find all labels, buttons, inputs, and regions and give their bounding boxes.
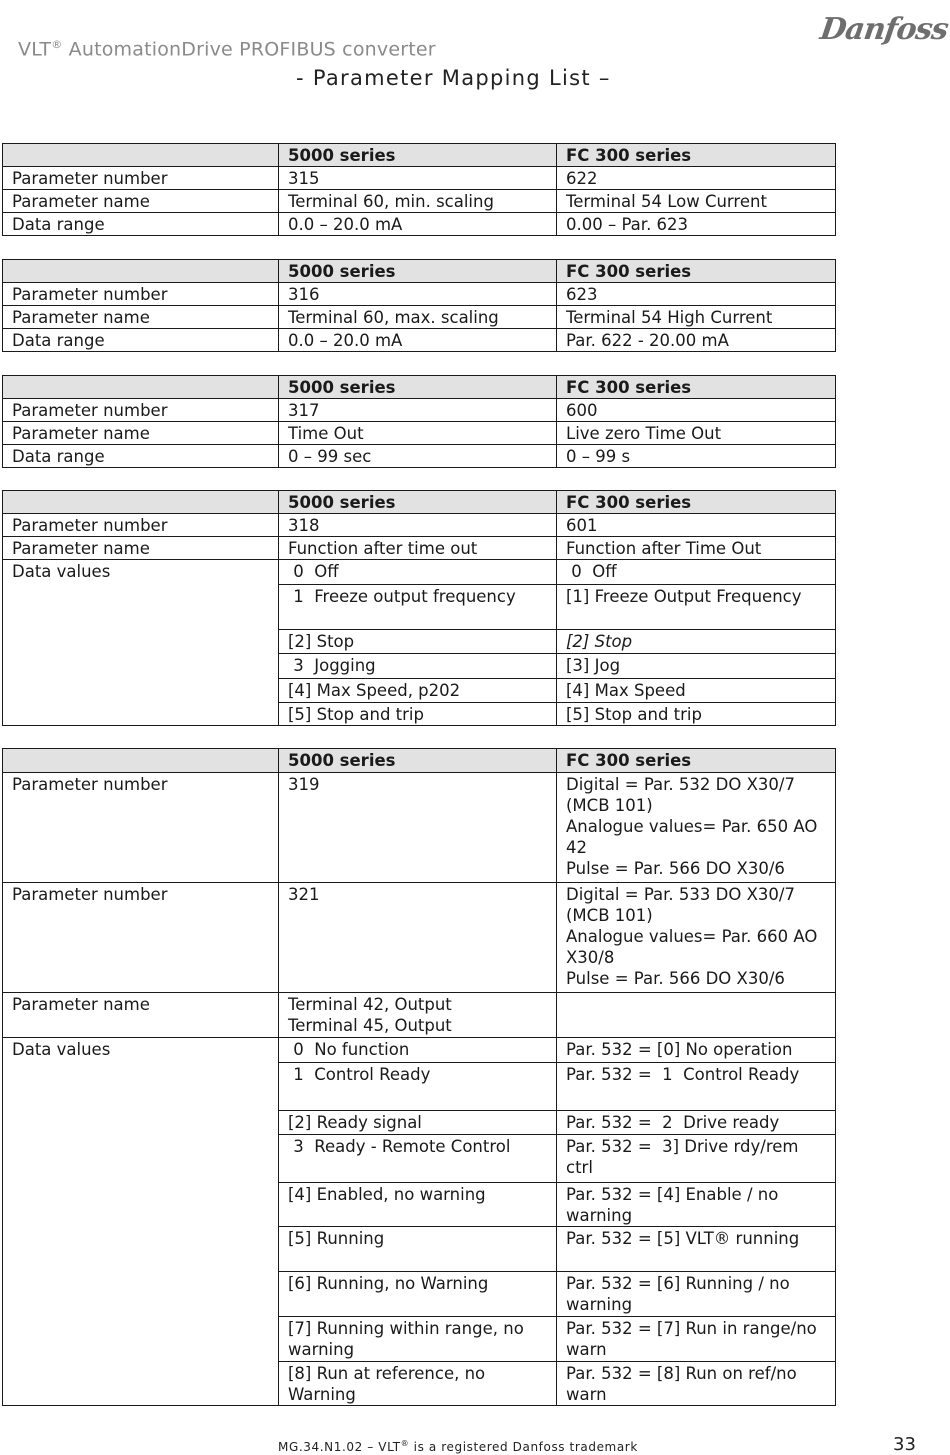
cell-fc300: [1] Freeze Output Frequency — [557, 585, 836, 630]
table-row — [3, 1038, 836, 1063]
cell-fc300: 622 — [557, 167, 836, 190]
table-row — [3, 993, 836, 1038]
header-blank-cell — [3, 376, 279, 399]
cell-5000: [5] Running — [279, 1227, 557, 1272]
cell-fc300 — [557, 883, 836, 993]
cell-5000: 0.0 – 20.0 mA — [279, 213, 557, 236]
cell-5000: [2] Ready signal — [279, 1111, 557, 1135]
cell-fc300: Par. 532 = [8] Run on ref/no warn — [557, 1362, 836, 1406]
table-row — [3, 445, 836, 468]
page-subtitle: - Parameter Mapping List – — [296, 66, 611, 90]
cell-line: Digital = Par. 532 DO X30/7 (MCB 101) — [566, 775, 795, 815]
cell-5000: Function after time out — [279, 537, 557, 560]
cell-5000: 3 Ready - Remote Control — [279, 1135, 557, 1183]
row-label: Parameter number — [3, 883, 279, 993]
cell-fc300: 600 — [557, 399, 836, 422]
cell-fc300: 0 Off — [557, 560, 836, 585]
cell-5000: [5] Stop and trip — [279, 703, 557, 726]
cell-fc300: 0.00 – Par. 623 — [557, 213, 836, 236]
cell-fc300: Terminal 54 Low Current — [557, 190, 836, 213]
cell-5000: [8] Run at reference, no Warning — [279, 1362, 557, 1406]
parameter-table-317 — [2, 375, 836, 468]
cell-fc300: Par. 532 = 3] Drive rdy/rem ctrl — [557, 1135, 836, 1183]
table-row — [3, 514, 836, 537]
cell-fc300: 623 — [557, 283, 836, 306]
table-row — [3, 306, 836, 329]
cell-fc300: Terminal 54 High Current — [557, 306, 836, 329]
cell-line: Terminal 42, Output — [288, 995, 452, 1014]
cell-fc300: [5] Stop and trip — [557, 703, 836, 726]
row-label: Parameter name — [3, 190, 279, 213]
cell-5000: 3 Jogging — [279, 654, 557, 679]
table-row — [3, 213, 836, 236]
cell-fc300: Par. 532 = [5] VLT® running — [557, 1227, 836, 1272]
cell-5000: [4] Max Speed, p202 — [279, 679, 557, 703]
cell-line: Analogue values= Par. 660 AO X30/8 — [566, 927, 818, 967]
row-label: Parameter name — [3, 422, 279, 445]
column-header-fc300: FC 300 series — [557, 376, 836, 399]
column-header-fc300: FC 300 series — [557, 491, 836, 514]
table-row — [3, 422, 836, 445]
cell-fc300: 601 — [557, 514, 836, 537]
document-title: VLT® AutomationDrive PROFIBUS converter — [18, 38, 436, 61]
column-header-fc300: FC 300 series — [557, 260, 836, 283]
cell-5000: [7] Running within range, no warning — [279, 1317, 557, 1362]
row-label: Parameter number — [3, 773, 279, 883]
danfoss-logo: Danfoss — [818, 12, 950, 47]
row-label: Parameter name — [3, 537, 279, 560]
cell-line: Analogue values= Par. 650 AO 42 — [566, 817, 818, 857]
table-row — [3, 883, 836, 993]
cell-line: Terminal 45, Output — [288, 1016, 452, 1035]
cell-fc300: Par. 532 = 2 Drive ready — [557, 1111, 836, 1135]
cell-5000: Terminal 60, max. scaling — [279, 306, 557, 329]
cell-5000: 0.0 – 20.0 mA — [279, 329, 557, 352]
cell-line: Pulse = Par. 566 DO X30/6 — [566, 859, 785, 878]
table-row — [3, 773, 836, 883]
cell-fc300: [2] Stop — [557, 630, 836, 654]
cell-5000: 315 — [279, 167, 557, 190]
header-blank-cell — [3, 749, 279, 773]
cell-fc300: Par. 622 - 20.00 mA — [557, 329, 836, 352]
cell-5000: 321 — [279, 883, 557, 993]
parameter-table-318 — [2, 490, 836, 726]
column-header-5000: 5000 series — [279, 749, 557, 773]
column-header-fc300: FC 300 series — [557, 144, 836, 167]
cell-5000: 0 – 99 sec — [279, 445, 557, 468]
cell-fc300: [4] Max Speed — [557, 679, 836, 703]
cell-5000: 317 — [279, 399, 557, 422]
footer-trademark: MG.34.N1.02 – VLT® is a registered Danfoss trademark — [278, 1439, 638, 1454]
row-label: Parameter name — [3, 993, 279, 1038]
page-number: 33 — [893, 1434, 916, 1455]
cell-5000: 318 — [279, 514, 557, 537]
column-header-5000: 5000 series — [279, 260, 557, 283]
table-row — [3, 190, 836, 213]
cell-fc300: Par. 532 = [7] Run in range/no warn — [557, 1317, 836, 1362]
cell-line: Digital = Par. 533 DO X30/7 (MCB 101) — [566, 885, 795, 925]
cell-5000: Terminal 60, min. scaling — [279, 190, 557, 213]
cell-5000: 319 — [279, 773, 557, 883]
table-row — [3, 537, 836, 560]
table-row — [3, 329, 836, 352]
parameter-table-319-321 — [2, 748, 836, 1406]
parameter-table-315 — [2, 143, 836, 236]
row-label: Parameter number — [3, 514, 279, 537]
row-label: Parameter number — [3, 399, 279, 422]
cell-5000: 316 — [279, 283, 557, 306]
cell-line: Pulse = Par. 566 DO X30/6 — [566, 969, 785, 988]
cell-fc300: Par. 532 = [6] Running / no warning — [557, 1272, 836, 1317]
row-label: Data values — [3, 560, 279, 726]
cell-fc300: [3] Jog — [557, 654, 836, 679]
cell-5000: 0 Off — [279, 560, 557, 585]
cell-fc300: Function after Time Out — [557, 537, 836, 560]
row-label: Parameter number — [3, 283, 279, 306]
parameter-table-316 — [2, 259, 836, 352]
row-label: Data range — [3, 213, 279, 236]
header-blank-cell — [3, 491, 279, 514]
cell-5000: [6] Running, no Warning — [279, 1272, 557, 1317]
row-label: Data values — [3, 1038, 279, 1406]
cell-fc300: Par. 532 = [0] No operation — [557, 1038, 836, 1063]
cell-5000: 0 No function — [279, 1038, 557, 1063]
cell-5000: [2] Stop — [279, 630, 557, 654]
cell-5000: Time Out — [279, 422, 557, 445]
cell-fc300: Par. 532 = 1 Control Ready — [557, 1063, 836, 1111]
header-blank-cell — [3, 144, 279, 167]
cell-5000: 1 Freeze output frequency — [279, 585, 557, 630]
header-blank-cell — [3, 260, 279, 283]
table-row — [3, 560, 836, 585]
cell-fc300 — [557, 993, 836, 1038]
cell-fc300: 0 – 99 s — [557, 445, 836, 468]
row-label: Data range — [3, 445, 279, 468]
row-label: Parameter name — [3, 306, 279, 329]
table-row — [3, 167, 836, 190]
row-label: Data range — [3, 329, 279, 352]
row-label: Parameter number — [3, 167, 279, 190]
cell-fc300 — [557, 773, 836, 883]
column-header-fc300: FC 300 series — [557, 749, 836, 773]
cell-5000: 1 Control Ready — [279, 1063, 557, 1111]
column-header-5000: 5000 series — [279, 144, 557, 167]
cell-5000: [4] Enabled, no warning — [279, 1183, 557, 1227]
cell-fc300: Par. 532 = [4] Enable / no warning — [557, 1183, 836, 1227]
column-header-5000: 5000 series — [279, 376, 557, 399]
cell-fc300: Live zero Time Out — [557, 422, 836, 445]
table-row — [3, 399, 836, 422]
table-row — [3, 283, 836, 306]
column-header-5000: 5000 series — [279, 491, 557, 514]
cell-5000 — [279, 993, 557, 1038]
